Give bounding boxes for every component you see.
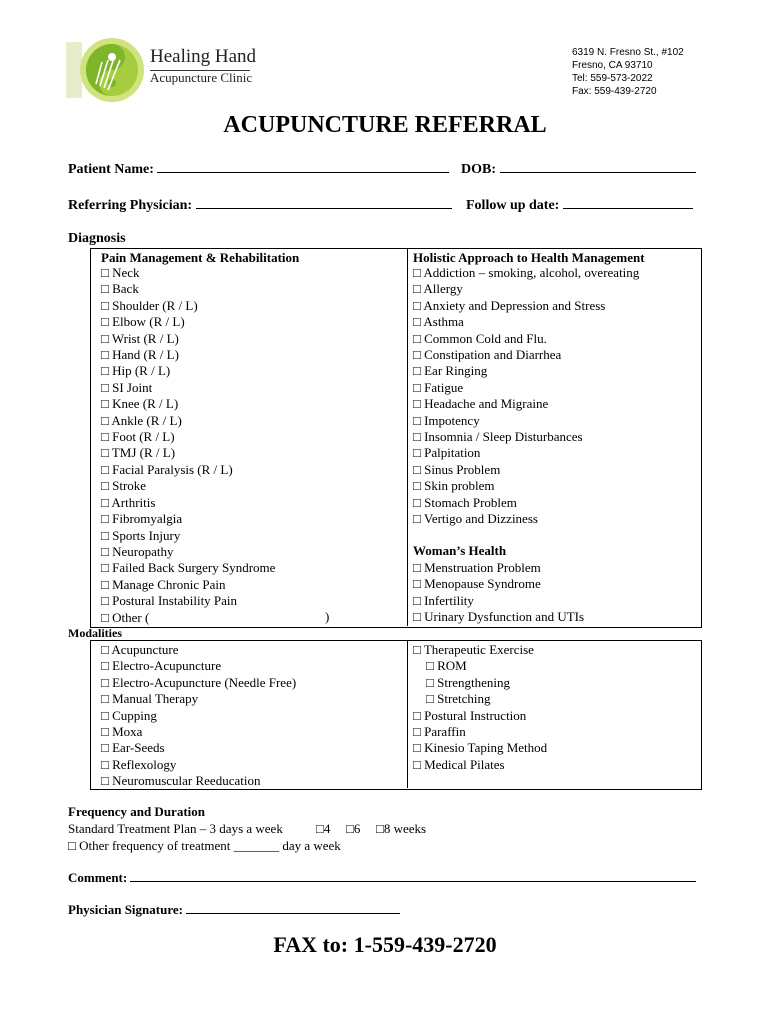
diagnosis-checkbox-item[interactable]: □ Sinus Problem [413,461,501,477]
clinic-subtitle: Acupuncture Clinic [150,70,253,85]
follow-up-field[interactable] [466,196,693,214]
referring-physician-label: Referring Physician: [68,198,193,213]
diagnosis-checkbox-item[interactable]: □ Postural Instability Pain [101,593,238,609]
standard-plan: Standard Treatment Plan – 3 days a week [68,821,283,836]
signature-blank[interactable] [186,903,400,914]
diagnosis-checkbox-item[interactable]: □ Common Cold and Flu. [413,330,547,346]
diagnosis-checkbox-item[interactable]: □ Hip (R / L) [101,363,171,379]
form-title: ACUPUNCTURE REFERRAL [223,112,547,138]
diagnosis-checkbox-item[interactable]: □ Other ( [101,609,150,625]
womens-health-checkbox-item[interactable]: □ Infertility [413,592,474,608]
dob-label: DOB: [461,162,496,177]
diagnosis-checkbox-item[interactable]: □ Ankle (R / L) [101,412,182,428]
diagnosis-checkbox-item[interactable]: □ Elbow (R / L) [101,314,185,330]
modality-checkbox-item[interactable]: □ Postural Instruction [413,707,527,723]
diagnosis-checkbox-item[interactable]: □ Knee (R / L) [101,396,179,412]
modality-checkbox-item[interactable]: □ Kinesio Taping Method [413,740,548,756]
diagnosis-checkbox-item[interactable]: □ Shoulder (R / L) [101,297,198,313]
other-close-paren: ) [325,609,330,624]
diagnosis-checkbox-item[interactable]: □ Stroke [101,478,147,494]
diagnosis-checkbox-item[interactable]: □ Anxiety and Depression and Stress [413,297,606,313]
dob-field[interactable] [461,160,696,178]
holistic-heading: Holistic Approach to Health Management [413,250,645,265]
modalities-label: Modalities [68,626,122,640]
modality-checkbox-item[interactable]: □ Electro-Acupuncture (Needle Free) [101,674,297,690]
fax-line: Fax: 559-439-2720 [572,86,657,97]
pain-management-heading: Pain Management & Rehabilitation [101,250,300,265]
diagnosis-checkbox-item[interactable]: □ SI Joint [101,379,153,395]
signature-label: Physician Signature: [68,902,183,917]
modalities-column-divider [407,640,408,788]
diagnosis-checkbox-item[interactable]: □ Stomach Problem [413,494,517,510]
diagnosis-checkbox-item[interactable]: □ Palpitation [413,445,481,461]
modality-checkbox-item[interactable]: □ ROM [413,658,467,674]
fax-banner: FAX to: 1-559-439-2720 [273,932,497,957]
pain-management-list[interactable] [101,265,275,626]
diagnosis-checkbox-item[interactable]: □ Wrist (R / L) [101,330,179,346]
diagnosis-checkbox-item[interactable]: □ Allergy [413,281,463,297]
womens-health-checkbox-item[interactable]: □ Urinary Dysfunction and UTIs [413,609,585,625]
diagnosis-checkbox-item[interactable]: □ Skin problem [413,478,495,494]
clinic-name: Healing Hand [150,46,257,67]
patient-name-label: Patient Name: [68,162,154,177]
patient-name-blank[interactable] [157,160,449,173]
referring-physician-blank[interactable] [196,196,452,209]
comment-blank[interactable] [130,871,696,882]
address-line: Fresno, CA 93710 [572,60,653,71]
diagnosis-checkbox-item[interactable]: □ Hand (R / L) [101,347,179,363]
diagnosis-checkbox-item[interactable]: □ Neuropathy [101,543,174,559]
modality-checkbox-item[interactable]: □ Electro-Acupuncture [101,658,222,674]
modality-checkbox-item[interactable]: □ Moxa [101,724,143,740]
phone-line: Tel: 559-573-2022 [572,73,653,84]
frequency-option-8-weeks[interactable]: □8 weeks [376,821,427,836]
modalities-left-list[interactable] [101,642,296,790]
diagnosis-checkbox-item[interactable]: □ Fatigue [413,379,464,395]
clinic-address [572,46,684,98]
other-frequency[interactable]: □ Other frequency of treatment _______ day a week [68,838,341,853]
diagnosis-label: Diagnosis [68,231,126,246]
modality-checkbox-item[interactable]: □ Stretching [413,691,491,707]
womens-health-checkbox-item[interactable]: □ Menopause Syndrome [413,576,541,592]
diagnosis-checkbox-item[interactable]: □ Constipation and Diarrhea [413,347,562,363]
holistic-list[interactable] [413,265,639,528]
diagnosis-checkbox-item[interactable]: □ Addiction – smoking, alcohol, overeating [413,265,640,280]
diagnosis-checkbox-item[interactable]: □ Vertigo and Dizziness [413,511,538,527]
diagnosis-checkbox-item[interactable]: □ Manage Chronic Pain [101,576,226,592]
diagnosis-checkbox-item[interactable]: □ Neck [101,265,140,280]
modality-checkbox-item[interactable]: □ Acupuncture [101,642,179,657]
comment-label: Comment: [68,870,128,885]
modalities-right-list[interactable] [413,642,547,773]
patient-name-field[interactable] [68,160,449,178]
modality-checkbox-item[interactable]: □ Reflexology [101,756,177,772]
womens-health-checkbox-item[interactable]: □ Menstruation Problem [413,560,541,575]
modality-checkbox-item[interactable]: □ Neuromuscular Reeducation [101,773,261,789]
dob-blank[interactable] [500,160,696,173]
diagnosis-checkbox-item[interactable]: □ Impotency [413,412,480,428]
follow-up-label: Follow up date: [466,198,560,213]
diagnosis-checkbox-item[interactable]: □ Fibromyalgia [101,511,183,527]
frequency-label: Frequency and Duration [68,804,205,819]
womens-health-list[interactable] [413,560,584,626]
signature-field[interactable] [68,902,400,918]
diagnosis-checkbox-item[interactable]: □ TMJ (R / L) [101,445,176,461]
modality-checkbox-item[interactable]: □ Manual Therapy [101,691,199,707]
diagnosis-checkbox-item[interactable]: □ Ear Ringing [413,363,488,379]
diagnosis-checkbox-item[interactable]: □ Insomnia / Sleep Disturbances [413,429,583,445]
frequency-option-4[interactable]: □4 [316,821,331,836]
modality-checkbox-item[interactable]: □ Therapeutic Exercise [413,642,534,657]
referring-physician-field[interactable] [68,196,452,214]
address-line: 6319 N. Fresno St., #102 [572,47,684,58]
diagnosis-checkbox-item[interactable]: □ Foot (R / L) [101,429,175,445]
diagnosis-checkbox-item[interactable]: □ Headache and Migraine [413,396,549,412]
frequency-option-6[interactable]: □6 [346,821,361,836]
womens-health-heading: Woman’s Health [413,543,507,558]
diagnosis-checkbox-item[interactable]: □ Failed Back Surgery Syndrome [101,560,276,576]
modality-checkbox-item[interactable]: □ Paraffin [413,724,466,740]
modality-checkbox-item[interactable]: □ Medical Pilates [413,756,505,772]
diagnosis-checkbox-item[interactable]: □ Asthma [413,314,464,330]
comment-field[interactable] [68,870,696,886]
diagnosis-column-divider [407,248,408,626]
diagnosis-checkbox-item[interactable]: □ Sports Injury [101,527,181,543]
diagnosis-checkbox-item[interactable]: □ Facial Paralysis (R / L) [101,461,233,477]
diagnosis-checkbox-item[interactable]: □ Back [101,281,139,297]
modality-checkbox-item[interactable]: □ Cupping [101,707,157,723]
modality-checkbox-item[interactable]: □ Ear-Seeds [101,740,165,756]
follow-up-blank[interactable] [563,196,693,209]
modality-checkbox-item[interactable]: □ Strengthening [413,674,511,690]
diagnosis-checkbox-item[interactable]: □ Arthritis [101,494,156,510]
